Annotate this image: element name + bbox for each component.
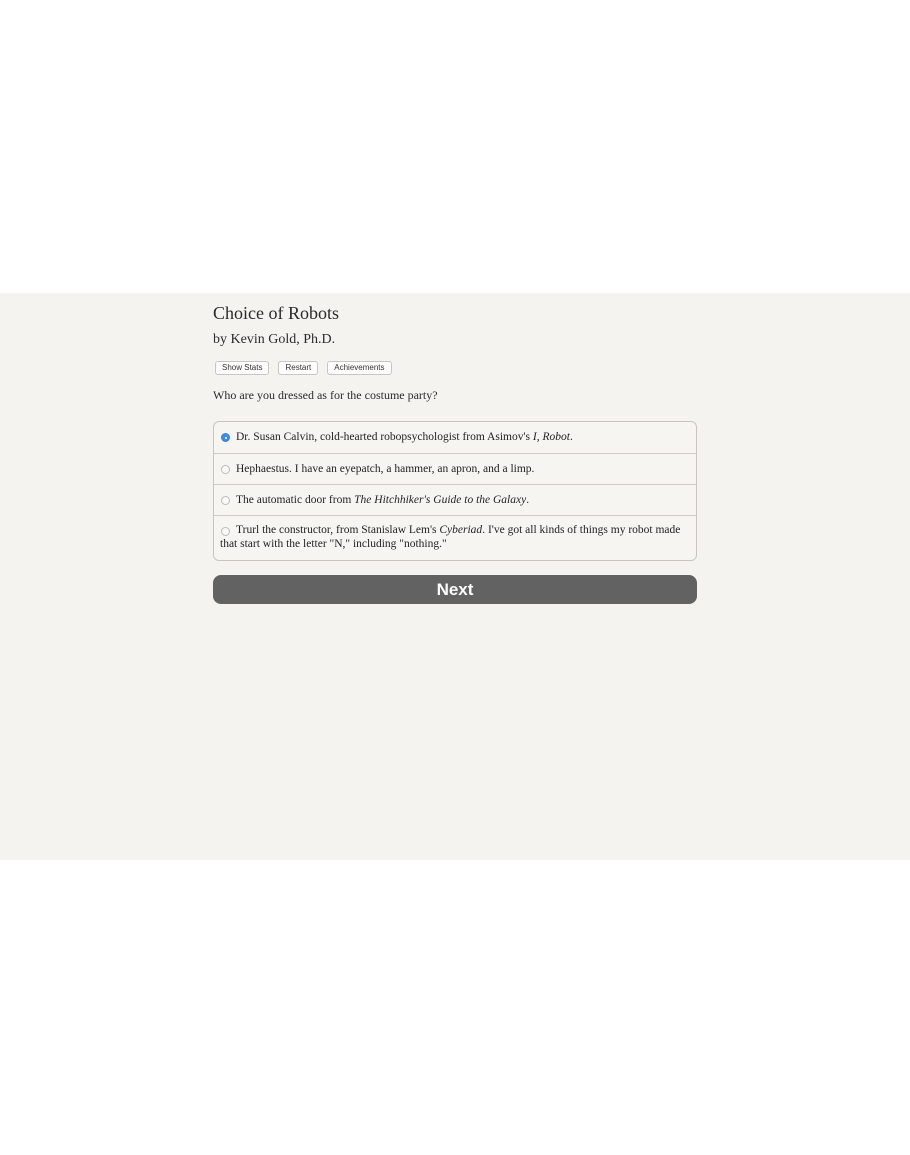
- achievements-button[interactable]: Achievements: [327, 361, 391, 375]
- choice-option[interactable]: [214, 515, 696, 560]
- choice-text: Hephaestus. I have an eyepatch, a hammer, an apron, and a limp.: [236, 463, 535, 475]
- restart-button[interactable]: Restart: [278, 361, 318, 375]
- choice-option[interactable]: [214, 422, 696, 453]
- choice-option[interactable]: [214, 484, 696, 515]
- choice-text: Dr. Susan Calvin, cold-hearted robopsychologist from Asimov's I, Robot.: [236, 431, 573, 443]
- radio-unselected-icon[interactable]: [221, 496, 230, 505]
- next-button[interactable]: Next: [213, 575, 697, 604]
- game-panel: [0, 293, 910, 860]
- game-title: Choice of Robots: [213, 303, 339, 323]
- choice-text: The automatic door from The Hitchhiker's Guide to the Galaxy.: [236, 494, 530, 506]
- question-text: Who are you dressed as for the costume party?: [213, 388, 438, 402]
- choice-list: [213, 421, 697, 561]
- game-author: by Kevin Gold, Ph.D.: [213, 332, 336, 347]
- radio-unselected-icon[interactable]: [221, 527, 230, 536]
- toolbar: [215, 361, 392, 375]
- radio-unselected-icon[interactable]: [221, 465, 230, 474]
- radio-selected-icon[interactable]: [221, 433, 230, 442]
- show-stats-button[interactable]: Show Stats: [215, 361, 269, 375]
- choice-option[interactable]: [214, 453, 696, 484]
- choice-text: Trurl the constructor, from Stanislaw Lem's Cyberiad. I've got all kinds of things my robot made that start with the letter "N," including "nothing.": [220, 524, 681, 550]
